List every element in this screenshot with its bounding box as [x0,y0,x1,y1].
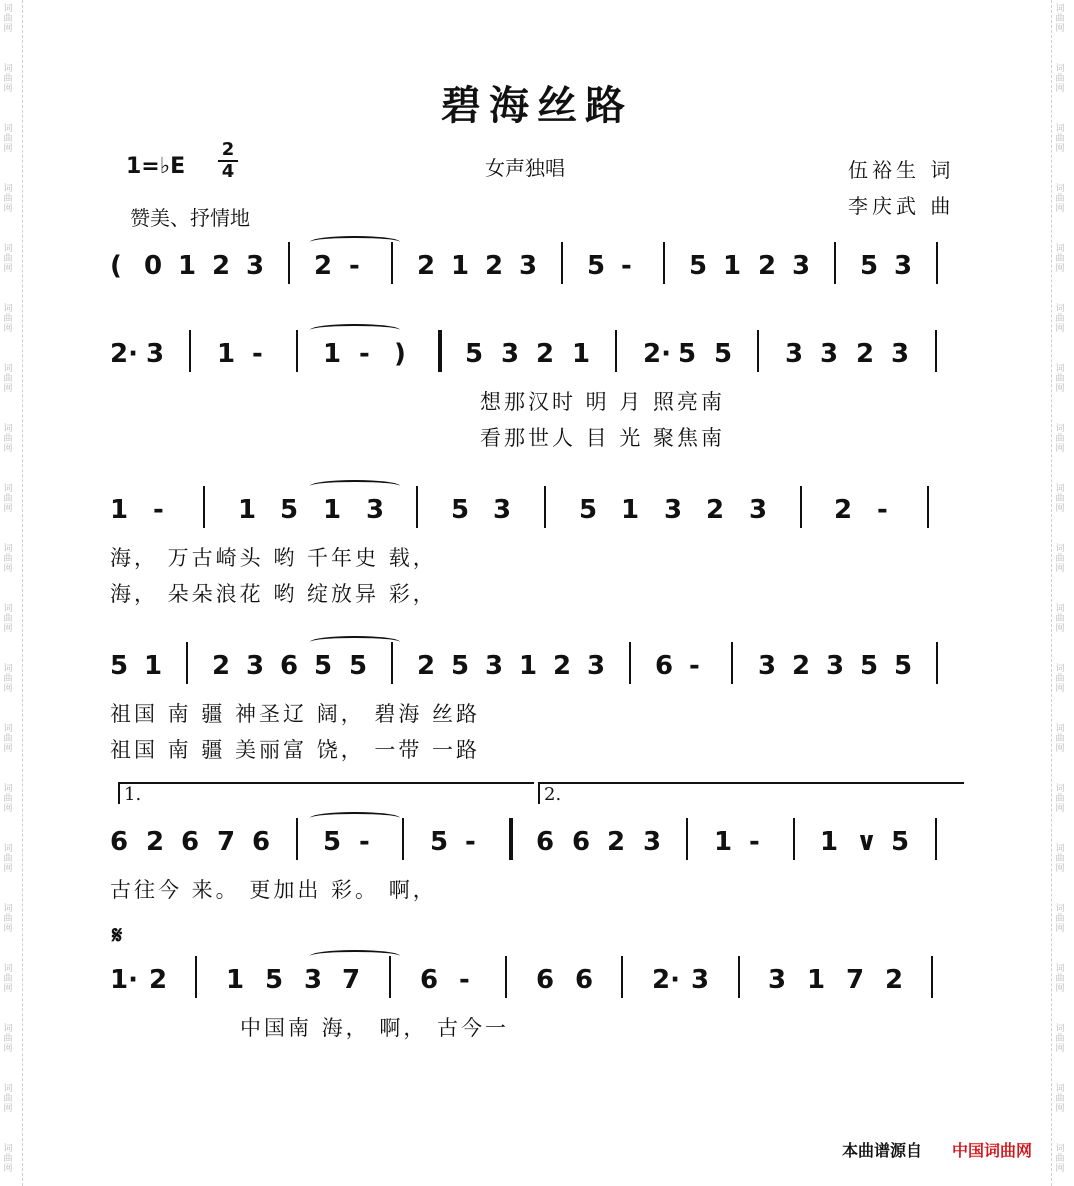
notation-symbol: 5 [894,651,913,681]
lyric-line: 祖国 南 疆 神圣辽 阔， 碧海 丝路 [110,702,481,726]
key-signature: 1=♭E [126,154,186,179]
notation-symbol: 3 [768,965,787,995]
barline [296,818,298,860]
notation-symbol: 2· [652,965,680,995]
barline [738,956,740,998]
score-system [110,324,970,450]
notation-symbol: 6 [575,965,594,995]
notation-symbol: 3 [691,965,710,995]
notation-symbol: 1 [451,251,470,281]
barline [195,956,197,998]
watermark-text: 词 曲 网 [1055,1084,1065,1114]
notation-symbol: 6 [110,827,129,857]
notation-symbol: 2· [643,339,671,369]
watermark-text: 词 曲 网 [3,304,13,334]
notation-symbol: 1 [226,965,245,995]
notation-symbol: 3 [785,339,804,369]
watermark-text: 词 曲 网 [3,1084,13,1114]
lyric-line: 想那汉时 明 月 照亮南 [480,390,726,414]
notation-symbol: 7 [217,827,236,857]
footer-source-label: 本曲谱源自 [842,1141,923,1160]
watermark-text: 词 曲 网 [3,484,13,514]
barline [834,242,836,284]
notation-symbol: 3 [366,495,385,525]
watermark-text: 词 曲 网 [3,1024,13,1054]
slur-mark [310,480,400,492]
watermark-text: 词 曲 网 [3,664,13,694]
watermark-text: 词 曲 网 [1055,1144,1065,1174]
repeat-barline [438,330,442,372]
barline [615,330,617,372]
notation-symbol: 2· [110,339,138,369]
score-system [110,636,970,762]
notation-symbol: 6 [536,827,555,857]
notation-symbol: 5 [587,251,606,281]
notation-symbol: 3 [664,495,683,525]
notation-symbol: 2 [758,251,777,281]
time-signature [218,140,238,182]
notation-symbol: 1 [820,827,839,857]
barline [935,818,937,860]
notation-symbol: 1 [723,251,742,281]
barline [402,818,404,860]
notation-symbol: 5 [280,495,299,525]
score-system [110,236,970,296]
barline [927,486,929,528]
watermark-text: 词 曲 网 [1055,424,1065,454]
watermark-text: 词 曲 网 [1055,904,1065,934]
notation-symbol: 5 [465,339,484,369]
watermark-text: 词 曲 网 [1055,184,1065,214]
watermark-text: 词 曲 网 [1055,364,1065,394]
notation-symbol: 5 [678,339,697,369]
notation-symbol: 1 [621,495,640,525]
notation-symbol: 5 [349,651,368,681]
notation-symbol: 5 [451,495,470,525]
notation-symbol: 1 [178,251,197,281]
watermark-text: 词 曲 网 [3,604,13,634]
watermark-text: 词 曲 网 [1055,544,1065,574]
watermark-text: 词 曲 网 [3,724,13,754]
lyric-line: 祖国 南 疆 美丽富 饶， 一带 一路 [110,738,481,762]
watermark-strip-right [1051,0,1074,1186]
watermark-text: 词 曲 网 [1055,484,1065,514]
notation-symbol: 3 [820,339,839,369]
notation-symbol: 5 [323,827,342,857]
notation-symbol: 6 [252,827,271,857]
notation-symbol: ∨ [856,827,878,857]
notation-symbol: 1 [323,339,342,369]
barline [800,486,802,528]
barline [629,642,631,684]
lyric-line: 海， 朵朵浪花 哟 绽放异 彩， [110,582,437,606]
lyricist-credit: 伍裕生 词 [848,158,955,182]
notation-symbol: 2 [314,251,333,281]
notation-symbol: 2 [792,651,811,681]
notation-symbol: 3 [758,651,777,681]
notation-symbol: 2 [536,339,555,369]
barline [416,486,418,528]
first-ending-bracket: 1. [118,782,534,804]
notation-symbol: 1 [323,495,342,525]
watermark-text: 词 曲 网 [3,4,13,34]
barline [288,242,290,284]
barline [936,642,938,684]
watermark-text: 词 曲 网 [3,64,13,94]
watermark-text: 词 曲 网 [3,1144,13,1174]
notation-symbol: - [877,495,888,525]
barline [663,242,665,284]
notation-symbol: 1 [110,495,129,525]
notation-symbol: - [359,827,370,857]
barline [296,330,298,372]
notation-symbol: - [459,965,470,995]
notation-symbol: 2 [417,251,436,281]
notation-symbol: - [359,339,370,369]
watermark-text: 词 曲 网 [3,124,13,154]
slur-mark [310,812,400,824]
notation-symbol: 3 [304,965,323,995]
notation-symbol: 3 [792,251,811,281]
notation-symbol: 3 [246,651,265,681]
watermark-text: 词 曲 网 [3,904,13,934]
notation-symbol: 5 [891,827,910,857]
slur-mark [310,324,400,336]
notation-symbol: - [153,495,164,525]
watermark-text: 词 曲 网 [3,424,13,454]
lyric-line: 海， 万古崎头 哟 千年史 载， [110,546,437,570]
tempo-marking: 赞美、抒情地 [130,206,250,230]
watermark-text: 词 曲 网 [3,844,13,874]
song-title: 碧海丝路 [441,82,633,129]
notation-symbol: 3 [493,495,512,525]
notation-symbol: 2 [553,651,572,681]
notation-symbol: - [621,251,632,281]
notation-symbol: ( [110,251,122,281]
barline [189,330,191,372]
watermark-text: 词 曲 网 [1055,124,1065,154]
barline [621,956,623,998]
barline [391,242,393,284]
watermark-text: 词 曲 网 [1055,304,1065,334]
notation-symbol: 1 [238,495,257,525]
watermark-text: 词 曲 网 [3,784,13,814]
notation-symbol: 1 [572,339,591,369]
watermark-text: 词 曲 网 [3,244,13,274]
notation-symbol: 3 [894,251,913,281]
notation-symbol: 3 [826,651,845,681]
lyric-line: 古往今 来。 更加出 彩。 啊， [110,878,437,902]
barline [757,330,759,372]
performance-type: 女声独唱 [485,156,565,180]
notation-symbol: ) [394,339,406,369]
composer-credit: 李庆武 曲 [848,194,955,218]
notation-symbol: 3 [246,251,265,281]
barline [505,956,507,998]
lyric-line: 看那世人 目 光 聚焦南 [480,426,726,450]
notation-symbol: 5 [430,827,449,857]
barline [186,642,188,684]
time-signature-bottom: 4 [218,160,238,182]
notation-symbol: 5 [314,651,333,681]
watermark-text: 词 曲 网 [1055,64,1065,94]
notation-symbol: 1 [217,339,236,369]
notation-symbol: 1 [714,827,733,857]
notation-symbol: 0 [144,251,163,281]
second-ending-bracket: 2. [538,782,964,804]
notation-symbol: 3 [501,339,520,369]
notation-symbol: - [252,339,263,369]
notation-symbol: 2 [417,651,436,681]
notation-symbol: 5 [860,251,879,281]
watermark-text: 词 曲 网 [3,544,13,574]
barline [793,818,795,860]
footer-site-link[interactable]: 中国词曲网 [952,1141,1033,1160]
notation-symbol: 6 [280,651,299,681]
barline [931,956,933,998]
repeat-barline [509,818,513,860]
notation-symbol: 2 [607,827,626,857]
notation-symbol: 5 [110,651,129,681]
notation-symbol: 7 [342,965,361,995]
notation-symbol: 6 [572,827,591,857]
barline [935,330,937,372]
notation-symbol: 6 [420,965,439,995]
notation-symbol: 6 [536,965,555,995]
notation-symbol: 3 [519,251,538,281]
watermark-text: 词 曲 网 [3,364,13,394]
barline [731,642,733,684]
notation-symbol: - [465,827,476,857]
watermark-text: 词 曲 网 [1055,964,1065,994]
notation-symbol: 2 [834,495,853,525]
notation-symbol: 2 [212,251,231,281]
notation-symbol: 2 [149,965,168,995]
notation-symbol: 5 [714,339,733,369]
notation-symbol: 2 [485,251,504,281]
notation-symbol: 3 [891,339,910,369]
watermark-text: 词 曲 网 [1055,1024,1065,1054]
time-signature-top: 2 [221,139,235,160]
notation-symbol: 1 [144,651,163,681]
watermark-text: 词 曲 网 [1055,784,1065,814]
notation-symbol: 5 [689,251,708,281]
notation-symbol: 6 [655,651,674,681]
notation-symbol: 2 [706,495,725,525]
notation-symbol: 2 [856,339,875,369]
score-system [110,784,970,902]
notation-symbol: 1 [519,651,538,681]
barline [391,642,393,684]
notation-symbol: 5 [860,651,879,681]
notation-symbol: - [689,651,700,681]
slur-mark [310,236,400,248]
segno-sign: 𝄋 [112,920,123,949]
notation-symbol: 2 [885,965,904,995]
slur-mark [310,636,400,648]
watermark-strip-left [0,0,23,1186]
watermark-text: 词 曲 网 [1055,844,1065,874]
notation-symbol: 2 [146,827,165,857]
score-system [110,480,970,606]
watermark-text: 词 曲 网 [1055,4,1065,34]
notation-symbol: 3 [485,651,504,681]
barline [936,242,938,284]
watermark-text: 词 曲 网 [3,184,13,214]
lyric-line: 中国南 海， 啊， 古今一 [240,1016,510,1040]
score-system [110,920,970,1040]
barline [389,956,391,998]
barline [203,486,205,528]
notation-symbol: 3 [587,651,606,681]
notation-symbol: 5 [579,495,598,525]
barline [561,242,563,284]
watermark-text: 词 曲 网 [1055,604,1065,634]
watermark-text: 词 曲 网 [3,964,13,994]
barline [686,818,688,860]
notation-symbol: - [749,827,760,857]
watermark-text: 词 曲 网 [1055,664,1065,694]
notation-symbol: 1 [807,965,826,995]
barline [544,486,546,528]
notation-symbol: 5 [265,965,284,995]
notation-symbol: 2 [212,651,231,681]
notation-symbol: 5 [451,651,470,681]
notation-symbol: 6 [181,827,200,857]
notation-symbol: 3 [146,339,165,369]
watermark-text: 词 曲 网 [1055,724,1065,754]
notation-symbol: 3 [643,827,662,857]
notation-symbol: 7 [846,965,865,995]
notation-symbol: 1· [110,965,138,995]
notation-symbol: - [349,251,360,281]
watermark-text: 词 曲 网 [1055,244,1065,274]
slur-mark [310,950,400,962]
notation-symbol: 3 [749,495,768,525]
